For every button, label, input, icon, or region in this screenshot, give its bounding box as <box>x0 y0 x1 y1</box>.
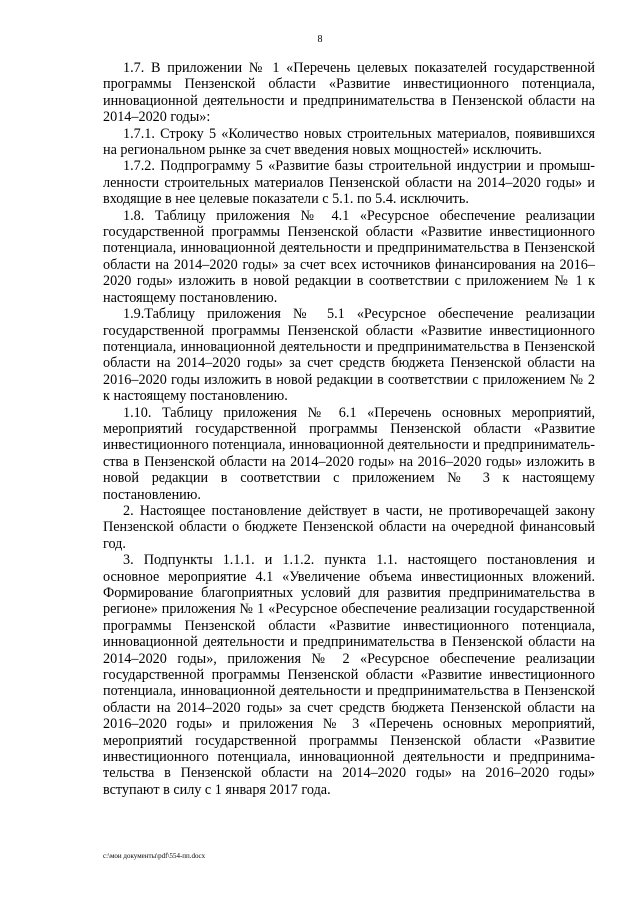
paragraph-1-7: 1.7. В приложении № 1 «Перечень целевых показателей государственной программы Пензенской области «Развитие инвестиционного потенциала, инновационной деятельности и предпринимательства в Пензенской области на 2014–2020 годы»: <box>103 60 595 126</box>
paragraph-1-7-2: 1.7.2. Подпрограмму 5 «Развитие базы строительной индустрии и промышленности строительных материалов Пензенской области на 2014–2020 годы» и входящие в нее целевые показатели с 5.1. по 5.4. исключить. <box>103 158 595 208</box>
document-body <box>103 60 595 798</box>
page-number: 8 <box>317 34 323 45</box>
footer-file-path: c:\мои документы\pdf\554-пп.docx <box>103 852 206 860</box>
paragraph-3: 3. Подпункты 1.1.1. и 1.1.2. пункта 1.1. настоящего постановления и основное мероприятие 4.1 «Увеличение объема инвестиционных вложений. Формирование благоприятных условий для развития предпринимательства в регионе» приложения № 1 «Ресурсное обеспечение реализации государственной программы Пензенской области «Развитие инвестиционного потенциала, инновационной деятельности и предпринимательства в Пензенской области на 2014–2020 годы», приложения № 2 «Ресурсное обеспечение реализации государственной программы Пензенской области «Развитие инвестиционного потенциала, инновационной деятельности и предпринимательства в Пензенской области на 2014–2020 годы» за счет средств бюджета Пензенской области на 2016–2020 годы» и приложения № 3 «Перечень основных мероприятий, мероприятий государственной программы Пензенской области «Развитие инвестиционного потенциала, инновационной деятельности и предпринимательства в Пензенской области на 2014–2020 годы» на 2016–2020 годы» вступают в силу с 1 января 2017 года. <box>103 552 595 798</box>
paragraph-1-9: 1.9.Таблицу приложения № 5.1 «Ресурсное обеспечение реализации государственной программы Пензенской области «Развитие инвестиционного потенциала, инновационной деятельности и предпринимательства в Пензенской области на 2014–2020 годы» за счет средств бюджета Пензенской области на 2016–2020 годы изложить в новой редакции в соответствии с приложением № 2 к настоящему постановлению. <box>103 306 595 405</box>
paragraph-1-10: 1.10. Таблицу приложения № 6.1 «Перечень основных мероприятий, мероприятий государственной программы Пензенской области «Развитие инвестиционного потенциала, инновационной деятельности и предпринимательства в Пензенской области на 2014–2020 годы» на 2016–2020 годы» изложить в новой редакции в соответствии с приложением № 3 к настоящему постановлению. <box>103 404 595 503</box>
paragraph-2: 2. Настоящее постановление действует в части, не противоречащей закону Пензенской области о бюджете Пензенской области на очередной финансовый год. <box>103 502 595 552</box>
paragraph-1-8: 1.8. Таблицу приложения № 4.1 «Ресурсное обеспечение реализации государственной программы Пензенской области «Развитие инвестиционного потенциала, инновационной деятельности и предпринимательства в Пензенской области на 2014–2020 годы» за счет всех источников финансирования на 2016–2020 годы» изложить в новой редакции в соответствии с приложением № 1 к настоящему постановлению. <box>103 207 595 306</box>
paragraph-1-7-1: 1.7.1. Строку 5 «Количество новых строительных материалов, появившихся на региональном рынке за счет введения новых мощностей» исключить. <box>103 125 595 159</box>
